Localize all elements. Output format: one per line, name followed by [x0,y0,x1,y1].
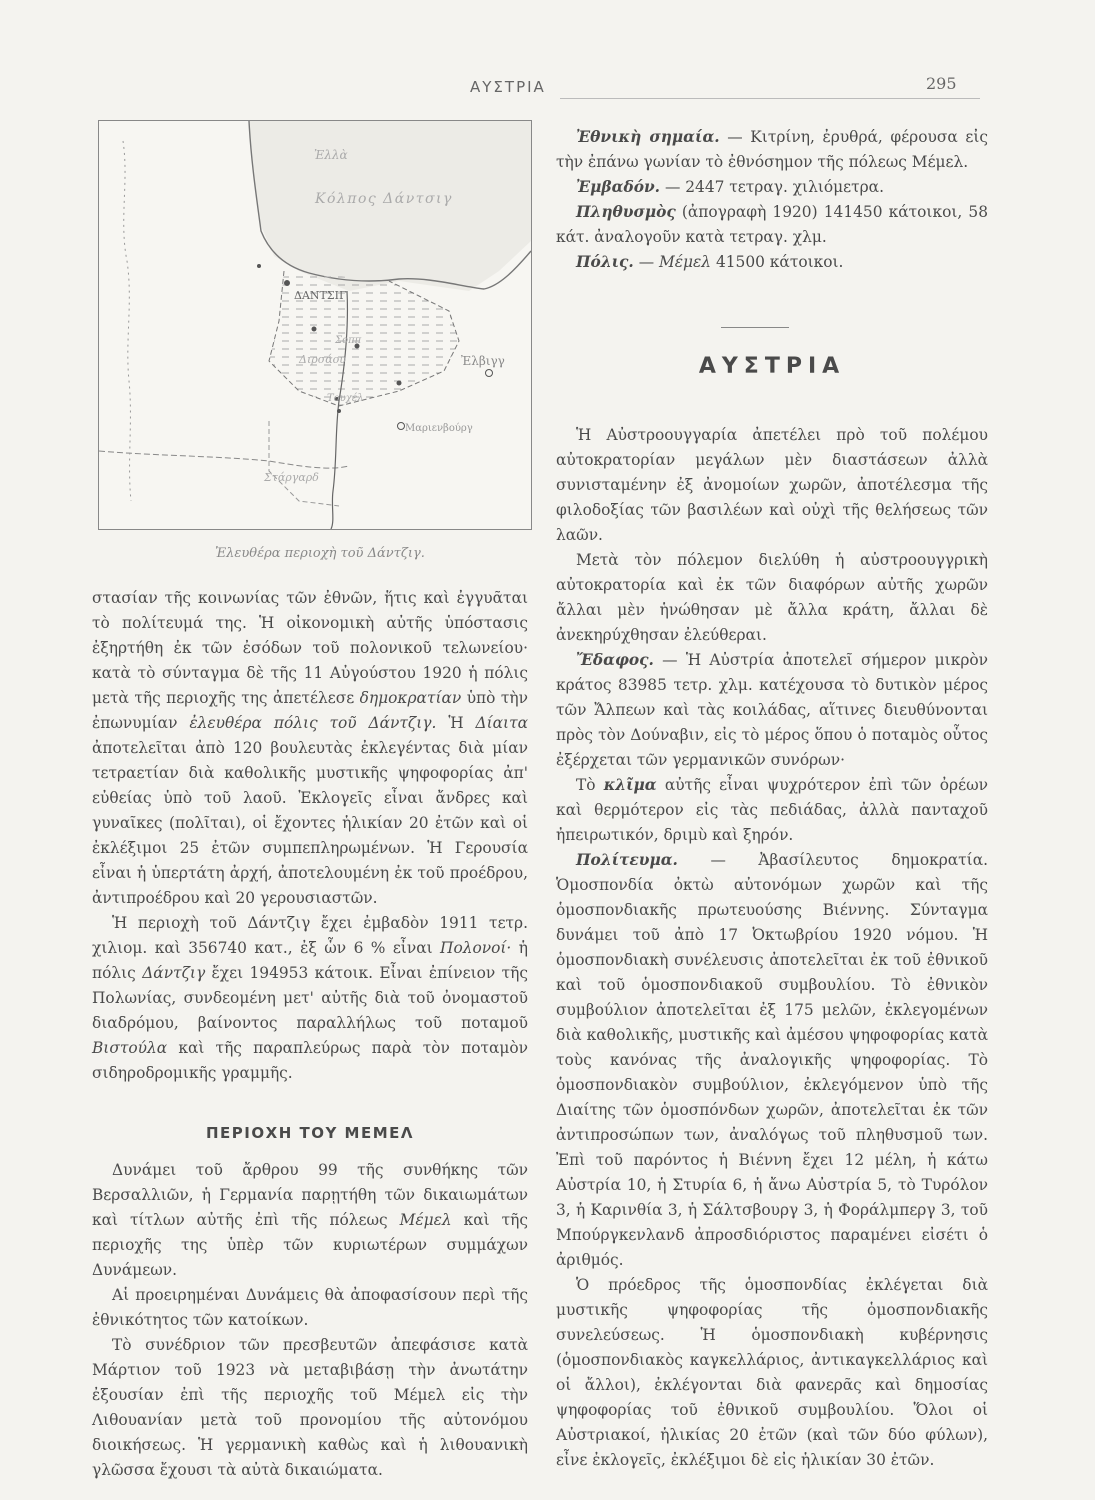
memel-paragraph-1: Δυνάμει τοῦ ἄρθρου 99 τῆς συνθήκης τῶν Βερσαλλιῶν, ἡ Γερμανία παρῃτήθη τῶν δικαιωμάτων καὶ τίτλων αὐτῆς ἐπὶ τῆς πόλεως Μέμελ καὶ τῆς περιοχῆς της ὑπὲρ τῶν κυριωτέρων συμμάχων Δυνάμεων. [92,1161,528,1279]
label-dirschau: Διρσάου [299,353,346,366]
section-divider [721,327,789,328]
polity-entry: Πολίτευμα. — Ἀβασίλευτος δημοκρατία. Ὁμοσπονδία ὀκτὼ αὐτονόμων χωρῶν καὶ τῆς ὁμοσπονδιακῆς πρωτευούσης Βιέννης. Σύνταγμα δυνάμει τοῦ ἀπὸ 17 Ὀκτωβρίου 1920 νόμου. Ἡ ὁμοσπονδιακὴ συνέλευσις ἀποτελεῖται ἐκ τοῦ ἐθνικοῦ καὶ τοῦ ὁμοσπονδιακοῦ συμβουλίου. Τὸ ἐθνικὸν συμβούλιον ἀποτελεῖται ἐξ 175 μελῶν, ἐκλεγομένων διὰ καθολικῆς, μυστικῆς καὶ ἀμέσου ψηφοφορίας κατὰ τοὺς κανόνας τῆς ἀναλογικῆς ψηφοφορίας. Τὸ ὁμοσπονδιακὸν συμβούλιον, ἐκλεγόμενον ὑπὸ τῆς Διαίτης τῶν ὁμοσπόνδων χωρῶν, ἀποτελεῖται ἐκ τῶν ἀντιπροσώπων των, ἀναλόγως τοῦ πληθυσμοῦ των. Ἐπὶ τοῦ παρόντος ἡ Βιέννη ἔχει 12 μέλη, ἡ κάτω Αὐστρία 10, ἡ Στυρία 6, ἡ ἄνω Αὐστρία 5, τὸ Τυρόλον 3, ἡ Καρινθία 3, ἡ Σάλτσβουργ 3, ἡ Φοράλμπεργ 3, τοῦ Μπούργκενλανδ ἀπροσδιόριστος παραμένει εἰσέτι ὁ ἀριθμός. [556,851,988,1269]
map-caption: Ἐλευθέρα περιοχὴ τοῦ Δάντζιγ. [215,546,425,561]
memel-paragraph-3: Τὸ συνέδριον τῶν πρεσβευτῶν ἀπεφάσισε κατὰ Μάρτιον τοῦ 1923 νὰ μεταβιβάσῃ τὴν ἀνωτάτην ἐξουσίαν ἐπὶ τῆς περιοχῆς τοῦ Μέμελ εἰς τὴν Λιθουανίαν μετὰ τοῦ προνομίου τῆς αὐτονόμου διοικήσεως. Ἡ γερμανικὴ καθὼς καὶ ἡ λιθουανικὴ γλῶσσα ἔχουσι τὰ αὐτὰ δικαιώματα. [92,1336,528,1479]
danzig-text [92,586,528,1086]
area-entry: Ἐμβαδόν. — 2447 τετραγ. χιλιόμετρα. [576,178,884,196]
map-drawing [99,121,531,529]
austria-paragraph-1: Ἡ Αὐστροουγγαρία ἀπετέλει πρὸ τοῦ πολέμου αὐτοκρατορίαν μεγάλων μὲν διαστάσεων ἀλλὰ συνισταμένην ἐξ ἀνομοίων χωρῶν, ἀποτέλεσμα τῆς φιλοδοξίας τῶν βασιλέων καὶ οὐχὶ τῆς θελήσεως τῶν λαῶν. [556,426,988,544]
label-sopot: Σοππ [335,335,362,346]
header-rule [560,98,980,99]
label-marienwerder: Μαριενβούργ [405,423,473,434]
label-stargard: Στάργαρδ [264,471,319,484]
label-danzig: ΔΑΝΤΣΙΓ [294,289,347,302]
label-elbing: Ἐλβιγγ [461,354,505,368]
running-title: ΑΥΣΤΡΙΑ [470,78,546,96]
label-tuchel: Τουχέλ [327,393,364,404]
danzig-paragraph-2: Ἡ περιοχὴ τοῦ Δάντζιγ ἔχει ἐμβαδὸν 1911 τετρ. χιλιομ. καὶ 356740 κατ., ἐξ ὧν 6 % εἶναι Πολονοί· ἡ πόλις Δάντζιγ ἔχει 194953 κάτοικ. Εἶναι ἐπίνειον τῆς Πολωνίας, συνδεομένη μετ' αὐτῆς διὰ τοῦ ὀνομαστοῦ διαδρόμου, βαίνοντος παραλλήλως τοῦ ποταμοῦ Βιστούλα καὶ τῆς παραπλεύρως παρὰ τὸν ποταμὸν σιδηροδρομικῆς γραμμῆς. [92,914,528,1082]
page-number: 295 [926,74,957,93]
memel-facts [556,125,988,275]
danzig-map [98,120,532,530]
danzig-paragraph-1: στασίαν τῆς κοινωνίας τῶν ἐθνῶν, ἥτις καὶ ἐγγυᾶται τὸ πολίτευμά της. Ἡ οἰκονομικὴ αὐτῆς ὑπόστασις ἐξηρτήθη ἐκ τῶν ἐσόδων τοῦ πολονικοῦ τελωνείου· κατὰ τὸ σύνταγμα δὲ τῆς 11 Αὐγούστου 1920 ἡ πόλις μετὰ τῆς περιοχῆς της ἀπετέλεσε δημοκρατίαν ὑπὸ τὴν ἐπωνυμίαν ἐλευθέρα πόλις τοῦ Δάντζιγ. Ἡ Δίαιτα ἀποτελεῖται ἀπὸ 120 βουλευτὰς ἐκλεγέντας διὰ μίαν τετραετίαν διὰ καθολικῆς μυστικῆς ψηφοφορίας ἀπ' εὐθείας ὑπὸ τοῦ λαοῦ. Ἐκλογεῖς εἶναι ἄνδρες καὶ γυναῖκες (πολῖται), οἱ ἔχοντες ἡλικίαν 20 ἐτῶν καὶ οἱ ἐκλέξιμοι 25 ἐτῶν συμπεπληρωμένων. Ἡ Γερουσία εἶναι ἡ ὑπερτάτη ἀρχή, ἀποτελουμένη ἐκ τοῦ προέδρου, ἀντιπροέδρου καὶ 20 γερουσιαστῶν. [92,589,528,907]
memel-paragraph-2: Αἱ προειρημέναι Δυνάμεις θὰ ἀποφασίσουν περὶ τῆς ἐθνικότητος τῶν κατοίκων. [92,1286,528,1329]
label-sea: Ἐλλὰ [314,148,348,162]
memel-section-title: ΠΕΡΙΟΧΗ ΤΟΥ ΜΕΜΕΛ [206,1124,414,1142]
memel-text [92,1158,528,1483]
city-entry: Πόλις. — Μέμελ 41500 κάτοικοι. [576,253,844,271]
flag-entry: Ἐθνικὴ σημαία. — Κιτρίνη, ἐρυθρά, φέρουσα εἰς τὴν ἐπάνω γωνίαν τὸ ἐθνόσημον τῆς πόλεως Μέμελ. [556,128,988,171]
austria-section-title: ΑΥΣΤΡΙΑ [698,354,846,379]
label-gulf: Κόλπος Δάντσιγ [315,191,453,207]
austria-text [556,423,988,1473]
population-entry: Πληθυσμὸς (ἀπογραφὴ 1920) 141450 κάτοικοι, 58 κάτ. ἀναλογοῦν κατὰ τετραγ. χλμ. [556,203,988,246]
austria-paragraph-5: Ὁ πρόεδρος τῆς ὁμοσπονδίας ἐκλέγεται διὰ μυστικῆς ψηφοφορίας τῆς ὁμοσπονδιακῆς συνελεύσεως. Ἡ ὁμοσπονδιακὴ κυβέρνησις (ὁμοσπονδιακὸς καγκελλάριος, ἀντικαγκελλάριος καὶ οἱ ἄλλοι), ἐκλέγονται διὰ φανερᾶς καὶ δημοσίας ψηφοφορίας τοῦ ἐθνικοῦ συμβουλίου. Ὅλοι οἱ Αὐστριακοί, ἡλικίας 20 ἐτῶν (καὶ τῶν δύο φύλων), εἶνε ἐκλογεῖς, ἐκλέξιμοι δὲ εἰς ἡλικίαν 30 ἐτῶν. [556,1276,988,1469]
soil-entry: Ἔδαφος. — Ἡ Αὐστρία ἀποτελεῖ σήμερον μικρὸν κράτος 83985 τετρ. χλμ. κατέχουσα τὸ δυτικὸν μέρος τῶν Ἄλπεων καὶ τὰς κοιλάδας, αἵτινες διευθύνονται πρὸς τὸν Δούναβιν, εἰς τὸ μέρος ὅπου ὁ ποταμὸς οὗτος ἐξέρχεται τῶν γερμανικῶν συνόρων· [556,651,988,769]
austria-paragraph-2: Μετὰ τὸν πόλεμον διελύθη ἡ αὐστροουγγρικὴ αὐτοκρατορία καὶ ἐκ τῶν διαφόρων αὐτῆς χωρῶν ἄλλαι μὲν ἡνώθησαν μὲ ἄλλα κράτη, ἄλλαι δὲ ἀνεκηρύχθησαν ἐλεύθεραι. [556,551,988,644]
climate-entry: Τὸ κλῖμα αὐτῆς εἶναι ψυχρότερον ἐπὶ τῶν ὀρέων καὶ θερμότερον εἰς τὰς πεδιάδας, ἀλλὰ πανταχοῦ ἠπειρωτικόν, δριμὺ καὶ ξηρόν. [556,776,988,844]
